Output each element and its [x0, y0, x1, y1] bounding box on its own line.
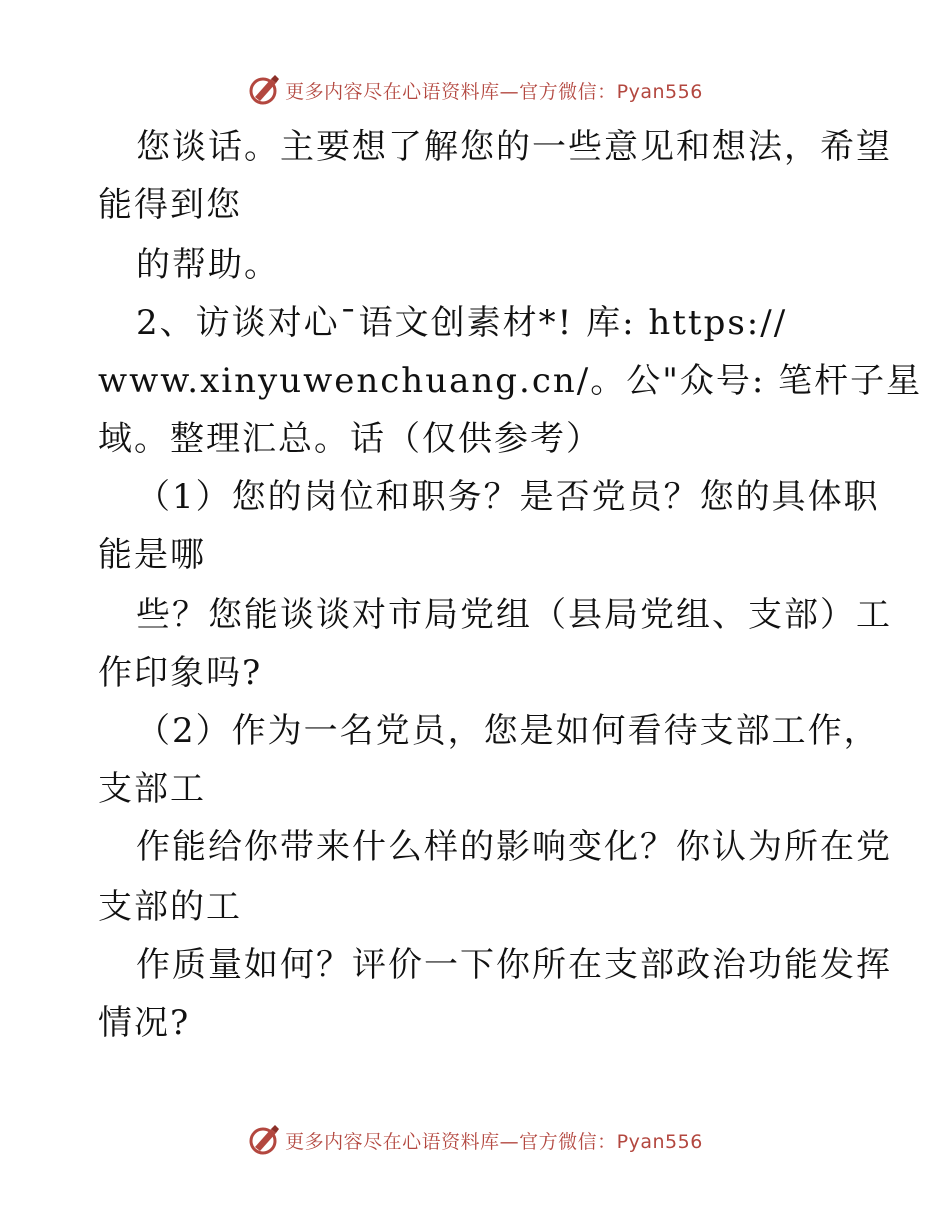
text-line: 作印象吗?	[98, 653, 263, 693]
text-line: www.xinyuwenchuang.cn/。公"众号: 笔杆子星	[98, 361, 923, 401]
footer-banner	[0, 1120, 950, 1160]
header-banner-text: 更多内容尽在心语资料库—官方微信：Pyan556	[285, 80, 703, 103]
pen-logo-icon	[247, 73, 281, 107]
footer-banner-text: 更多内容尽在心语资料库—官方微信：Pyan556	[285, 1130, 703, 1153]
text-line: 能是哪	[98, 535, 206, 575]
text-line: 支部的工	[98, 887, 242, 927]
header-banner	[0, 70, 950, 110]
text-line: （2）作为一名党员，您是如何看待支部工作，	[136, 711, 880, 751]
text-line: 支部工	[98, 769, 206, 809]
text-line: 2、访谈对心¯语文创素材*! 库: https://	[136, 303, 788, 343]
text-line: 作质量如何？评价一下你所在支部政治功能发挥	[136, 945, 892, 985]
text-line: （1）您的岗位和职务？是否党员？您的具体职	[136, 477, 880, 517]
text-line: 能得到您	[98, 185, 242, 225]
text-line: 您谈话。主要想了解您的一些意见和想法，希望	[136, 127, 892, 167]
text-line: 的帮助。	[136, 245, 280, 285]
pen-logo-icon	[247, 1123, 281, 1157]
text-line: 域。整理汇总。话（仅供参考）	[98, 419, 602, 459]
text-line: 作能给你带来什么样的影响变化？你认为所在党	[136, 827, 892, 867]
text-line: 情况?	[98, 1003, 191, 1043]
text-line: 些？您能谈谈对市局党组（县局党组、支部）工	[136, 595, 892, 635]
